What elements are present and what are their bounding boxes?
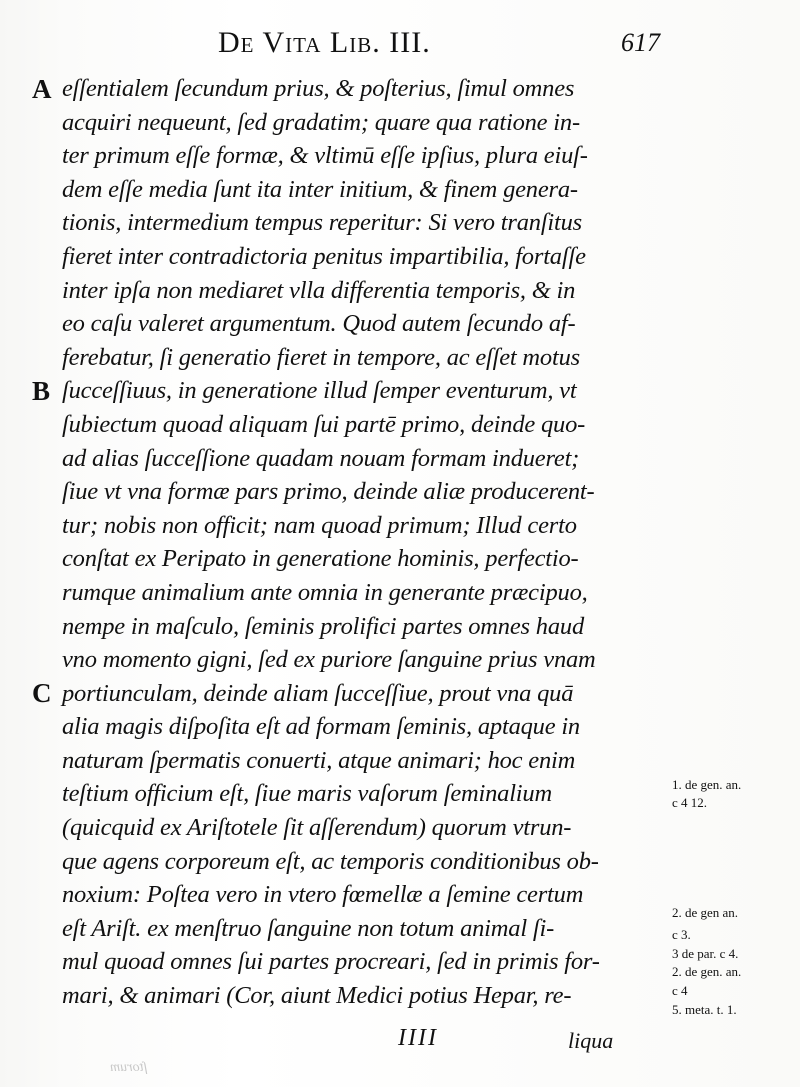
signature-mark: IIII bbox=[398, 1025, 438, 1051]
text-line: noxium: Poſtea vero in vtero fœmellæ a ſemine certum bbox=[62, 881, 584, 909]
main-text-block bbox=[62, 72, 668, 1013]
page-header bbox=[210, 26, 660, 66]
text-line: inter ipſa non mediaret vlla differentia temporis, & in bbox=[62, 276, 576, 304]
text-line: eo caſu valeret argumentum. Quod autem ſecundo af- bbox=[62, 310, 576, 338]
page-number: 617 bbox=[621, 28, 660, 57]
margin-note: 1. de gen. an. bbox=[672, 777, 742, 792]
text-line: fieret inter contradictoria penitus impartibilia, fortaſſe bbox=[62, 242, 586, 270]
text-line: ter primum eſſe formæ, & vltimū eſſe ipſius, plura eiuſ- bbox=[62, 142, 588, 170]
text-line: eſt Ariſt. ex menſtruo ſanguine non totum animal ſi- bbox=[62, 914, 555, 942]
text-line: teſtium officium eſt, ſiue maris vaſorum ſeminalium bbox=[62, 780, 552, 808]
text-line: mul quoad omnes ſui partes procreari, ſed in primis for- bbox=[62, 948, 600, 976]
text-line: que agens corporeum eſt, ac temporis conditionibus ob- bbox=[62, 847, 599, 875]
text-line: ferebatur, ſi generatio fieret in tempore, ac eſſet motus bbox=[62, 343, 580, 371]
text-line: conſtat ex Peripato in generatione hominis, perfectio- bbox=[62, 545, 579, 573]
text-line: portiunculam, deinde aliam ſucceſſiue, prout vna quā bbox=[62, 679, 574, 707]
section-marker-c: C bbox=[32, 678, 52, 708]
margin-note: c 3. bbox=[672, 927, 691, 942]
text-line: tionis, intermedium tempus reperitur: Si vero tranſitus bbox=[62, 209, 583, 237]
text-line: rumque animalium ante omnia in generante præcipuo, bbox=[62, 578, 588, 606]
margin-note: 5. meta. t. 1. bbox=[672, 1002, 737, 1017]
text-line: ſubiectum quoad aliquam ſui partē primo, deinde quo- bbox=[62, 410, 586, 438]
text-line: (quicquid ex Ariſtotele ſit aſſerendum) quorum vtrun- bbox=[62, 814, 572, 842]
margin-note: c 4 bbox=[672, 983, 688, 998]
text-line: ſiue vt vna formæ pars primo, deinde aliæ producerent- bbox=[62, 478, 595, 506]
section-marker-b: B bbox=[32, 376, 51, 406]
text-line: tur; nobis non officit; nam quoad primum; Illud certo bbox=[62, 511, 577, 539]
margin-note: 2. de gen an. bbox=[672, 905, 739, 920]
text-line: nempe in maſculo, ſeminis prolifici partes omnes haud bbox=[62, 612, 584, 640]
text-line: alia magis diſpoſita eſt ad formam ſeminis, aptaque in bbox=[62, 713, 580, 741]
text-line: acquiri nequeunt, ſed gradatim; quare qua ratione in- bbox=[62, 108, 580, 136]
text-line: eſſentialem ſecundum prius, & poſterius, ſimul omnes bbox=[62, 75, 575, 102]
margin-note: 2. de gen. an. bbox=[672, 964, 742, 979]
text-line: ad alias ſucceſſione quadam nouam formam indueret; bbox=[62, 444, 580, 472]
margin-note: 3 de par. c 4. bbox=[672, 946, 739, 961]
margin-note: c 4 12. bbox=[672, 795, 708, 810]
running-title: De Vita Lib. III. bbox=[218, 26, 431, 59]
section-marker-a: A bbox=[32, 74, 52, 104]
bleed-through-text: ſtorum bbox=[110, 1060, 148, 1075]
text-line: dem eſſe media ſunt ita inter initium, & finem genera- bbox=[62, 175, 578, 203]
text-line: vno momento gigni, ſed ex puriore ſanguine prius vnam bbox=[62, 646, 596, 674]
text-line: naturam ſpermatis conuerti, atque animari; hoc enim bbox=[62, 746, 576, 774]
text-line: ſucceſſiuus, in generatione illud ſemper eventurum, vt bbox=[62, 377, 577, 405]
text-line: mari, & animari (Cor, aiunt Medici potius Hepar, re- bbox=[62, 982, 572, 1010]
catchword: liqua bbox=[568, 1028, 614, 1053]
